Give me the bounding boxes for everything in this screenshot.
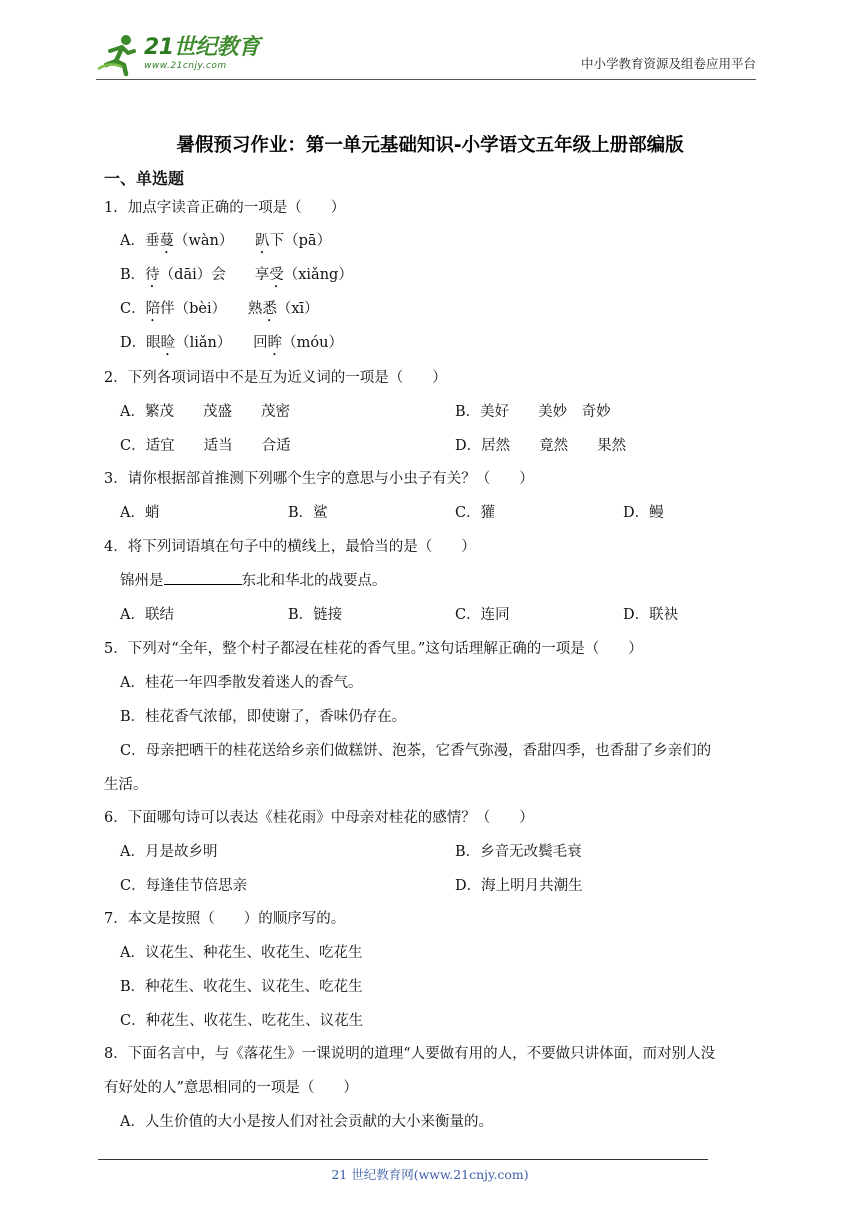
question-2-option-d[interactable]: D．居然 竟然 果然 <box>455 438 627 454</box>
header-divider <box>96 79 756 80</box>
document-title: 暑假预习作业：第一单元基础知识-小学语文五年级上册部编版 <box>176 135 684 156</box>
site-logo[interactable] <box>96 30 260 78</box>
question-8-stem: 8．下面名言中，与《落花生》一课说明的道理“人要做有用的人，不要做只讲体面，而对别人没 <box>104 1046 716 1062</box>
question-4-sentence: 锦州是 东北和华北的战要点。 <box>120 569 387 590</box>
question-1-option-b[interactable]: B．待（dāi）会 享受（xiǎng） <box>120 267 353 283</box>
question-7-stem: 7．本文是按照（ ）的顺序写的。 <box>104 911 346 927</box>
question-1-stem: 1．加点字读音正确的一项是（ ） <box>104 200 346 216</box>
footer-divider <box>98 1159 708 1160</box>
question-7-option-b[interactable]: B．种花生、收花生、议花生、吃花生 <box>120 979 363 995</box>
question-6-option-c[interactable]: C．每逢佳节倍思亲 <box>120 878 248 894</box>
question-4-stem: 4．将下列词语填在句子中的横线上，最恰当的是（ ） <box>104 539 476 555</box>
question-2-option-c[interactable]: C．适宜 适当 合适 <box>120 438 291 454</box>
question-7-option-c[interactable]: C．种花生、收花生、吃花生、议花生 <box>120 1013 364 1029</box>
logo-title: 21世纪教育 <box>144 35 260 60</box>
question-3-option-d[interactable]: D．鳗 <box>623 505 664 521</box>
runner-logo-icon <box>96 31 142 77</box>
question-3-stem: 3．请你根据部首推测下列哪个生字的意思与小虫子有关？（ ） <box>104 471 534 487</box>
question-5-option-c[interactable]: C．母亲把晒干的桂花送给乡亲们做糕饼、泡茶，它香气弥漫，香甜四季，也香甜了乡亲们的 <box>120 743 712 759</box>
question-3-option-c[interactable]: C．獾 <box>455 505 496 521</box>
question-5-option-a[interactable]: A．桂花一年四季散发着迷人的香气。 <box>120 675 363 691</box>
question-2-option-a[interactable]: A．繁茂 茂盛 茂密 <box>120 404 290 420</box>
section-heading: 一、单选题 <box>104 169 185 188</box>
question-1-option-d[interactable]: D．眼睑（liǎn） 回眸（móu） <box>120 335 343 351</box>
question-4-option-a[interactable]: A．联结 <box>120 607 174 623</box>
header-slogan: 中小学教育资源及组卷应用平台 <box>580 56 756 71</box>
question-2-option-b[interactable]: B．美好 美妙 奇妙 <box>455 404 611 420</box>
question-5-option-b[interactable]: B．桂花香气浓郁，即使谢了，香味仍存在。 <box>120 709 407 725</box>
question-6-option-a[interactable]: A．月是故乡明 <box>120 844 218 860</box>
question-6-stem: 6．下面哪句诗可以表达《桂花雨》中母亲对桂花的感情？（ ） <box>104 810 534 826</box>
question-4-option-c[interactable]: C．连同 <box>455 607 510 623</box>
question-3-option-b[interactable]: B．鲨 <box>288 505 328 521</box>
question-8-option-a[interactable]: A．人生价值的大小是按人们对社会贡献的大小来衡量的。 <box>120 1114 493 1130</box>
question-5-option-c-continued: 生活。 <box>104 777 148 793</box>
page-header <box>96 30 756 78</box>
footer-link[interactable]: 21 世纪教育网(www.21cnjy.com) <box>331 1167 529 1182</box>
question-3-option-a[interactable]: A．蛸 <box>120 505 160 521</box>
question-1-option-a[interactable]: A．垂蔓（wàn） 趴下（pā） <box>120 233 332 249</box>
question-4-option-b[interactable]: B．链接 <box>288 607 343 623</box>
question-5-stem: 5．下列对“全年，整个村子都浸在桂花的香气里。”这句话理解正确的一项是（ ） <box>104 641 643 657</box>
question-7-option-a[interactable]: A．议花生、种花生、收花生、吃花生 <box>120 945 363 961</box>
question-6-option-b[interactable]: B．乡音无改鬓毛衰 <box>455 844 582 860</box>
question-6-option-d[interactable]: D．海上明月共潮生 <box>455 878 583 894</box>
question-4-option-d[interactable]: D．联袂 <box>623 607 679 623</box>
question-2-stem: 2．下列各项词语中不是互为近义词的一项是（ ） <box>104 370 447 386</box>
question-8-stem-continued: 有好处的人”意思相同的一项是（ ） <box>104 1080 358 1096</box>
question-1-option-c[interactable]: C．陪伴（bèi） 熟悉（xī） <box>120 301 319 317</box>
logo-url: www.21cnjy.com <box>144 61 227 71</box>
fill-blank[interactable] <box>164 570 242 585</box>
